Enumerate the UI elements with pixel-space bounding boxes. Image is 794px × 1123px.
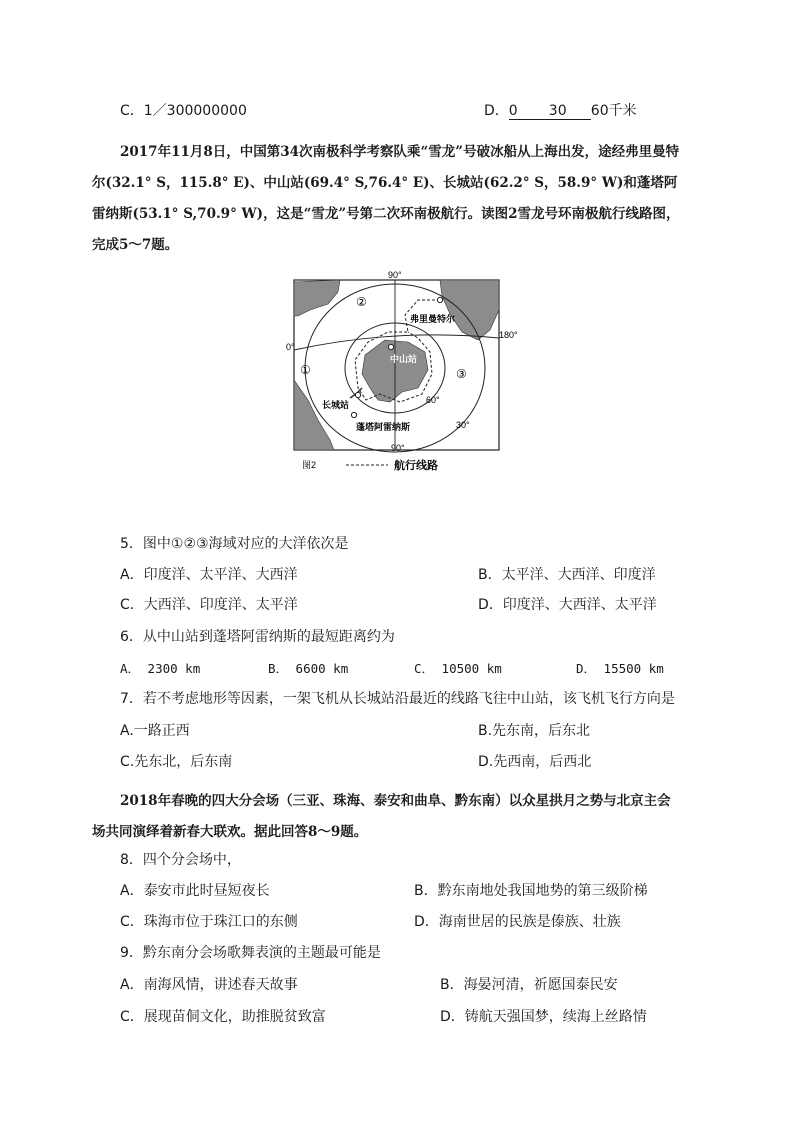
q8-stem: 8．四个分会场中， <box>120 852 241 868</box>
q5-stem: 5．图中①②③海域对应的大洋依次是 <box>120 536 349 552</box>
station-marker-fremantle <box>437 297 442 302</box>
q6-stem: 6．从中山站到蓬塔阿雷纳斯的最短距离约为 <box>120 629 395 645</box>
lat-label-30: 30° <box>456 420 470 430</box>
scale-tick-0: 0 <box>509 103 549 120</box>
place-label-punta-arenas: 蓬塔阿雷纳斯 <box>356 423 411 433</box>
q7-option-a: A.一路正西 <box>120 723 190 739</box>
q9-stem: 9．黔东南分会场歌舞表演的主题最可能是 <box>120 945 381 961</box>
lon-label-180: 180° <box>499 330 518 340</box>
q6-option-c: C． 10500 km <box>414 661 502 676</box>
legend-label: 航行线路 <box>394 459 438 472</box>
q8-option-c: C．珠海市位于珠江口的东侧 <box>120 914 298 930</box>
scale-tick-60: 60 <box>590 103 609 119</box>
q7-stem: 7．若不考虑地形等因素，一架飞机从长城站沿最近的线路飞往中山站，该飞机飞行方向是 <box>120 691 675 707</box>
q9-option-b: B．海晏河清，祈愿国泰民安 <box>440 977 618 993</box>
q8-option-a: A．泰安市此时昼短夜长 <box>120 883 270 899</box>
q5-option-b: B．太平洋、大西洋、印度洋 <box>478 567 656 583</box>
station-marker-changcheng <box>355 392 360 397</box>
lon-label-90-top: 90° <box>388 270 402 280</box>
lat-label-60: 60° <box>426 395 440 405</box>
ocean-label-3: ③ <box>456 367 467 381</box>
figure-label: 图2 <box>302 460 317 470</box>
place-label-changcheng: 长城站 <box>322 401 350 411</box>
q7-option-b: B.先东南，后东北 <box>478 723 591 739</box>
q9-option-d: D．铸航天强国梦，续海上丝路情 <box>440 1009 647 1025</box>
prev-option-d-prefix: D． <box>484 103 509 119</box>
station-marker-zhongshan <box>388 344 393 349</box>
station-marker-punta-arenas <box>351 412 356 417</box>
prev-option-d <box>484 100 637 120</box>
ocean-label-2: ② <box>356 295 367 309</box>
antarctic-route-map <box>286 270 518 478</box>
lon-label-90-bottom: 90° <box>391 443 405 453</box>
intro-paragraph-2: 2018年春晚的四大分会场（三亚、珠海、泰安和曲阜、黔东南）以众星拱月之势与北京主会场共同演绎着新春大联欢。据此回答8～9题。 <box>92 793 671 840</box>
q7-option-d: D.先西南，后西北 <box>478 754 592 770</box>
place-label-zhongshan: 中山站 <box>390 355 418 365</box>
q6-option-d: D． 15500 km <box>576 661 664 676</box>
q5-option-d: D．印度洋、大西洋、太平洋 <box>478 597 657 613</box>
q8-option-d: D．海南世居的民族是傣族、壮族 <box>414 914 621 930</box>
q5-option-a: A．印度洋、太平洋、大西洋 <box>120 567 298 583</box>
q9-option-c: C．展现苗侗文化，助推脱贫致富 <box>120 1009 326 1025</box>
ocean-label-1: ① <box>300 363 311 377</box>
q8-option-b: B．黔东南地处我国地势的第三级阶梯 <box>414 883 648 899</box>
q9-option-a: A．南海风情，讲述春天故事 <box>120 977 298 993</box>
q5-option-c: C．大西洋、印度洋、太平洋 <box>120 597 298 613</box>
prev-option-c: C．1／300000000 <box>120 103 247 119</box>
q7-option-c: C.先东北，后东南 <box>120 754 233 770</box>
lon-label-0: 0° <box>286 342 295 352</box>
intro-paragraph-1: 2017年11月8日，中国第34次南极科学考察队乘“雪龙”号破冰船从上海出发，途经弗里曼特尔(32.1° S，115.8° E)、中山站(69.4° S,76.4° E)、长城站(62.2° S，58.9° W)和蓬塔阿雷纳斯(53.1° S,70.9° W)，这是“雪龙”号第二次环南极航行。读图2雪龙号环南极航行线路图，完成5～7题。 <box>92 144 680 253</box>
q6-option-b: B． 6600 km <box>268 661 349 676</box>
q6-option-a: A． 2300 km <box>120 661 201 676</box>
place-label-fremantle: 弗里曼特尔 <box>410 315 456 325</box>
scale-tick-30: 30 <box>549 103 591 120</box>
scale-unit: 千米 <box>608 103 637 119</box>
